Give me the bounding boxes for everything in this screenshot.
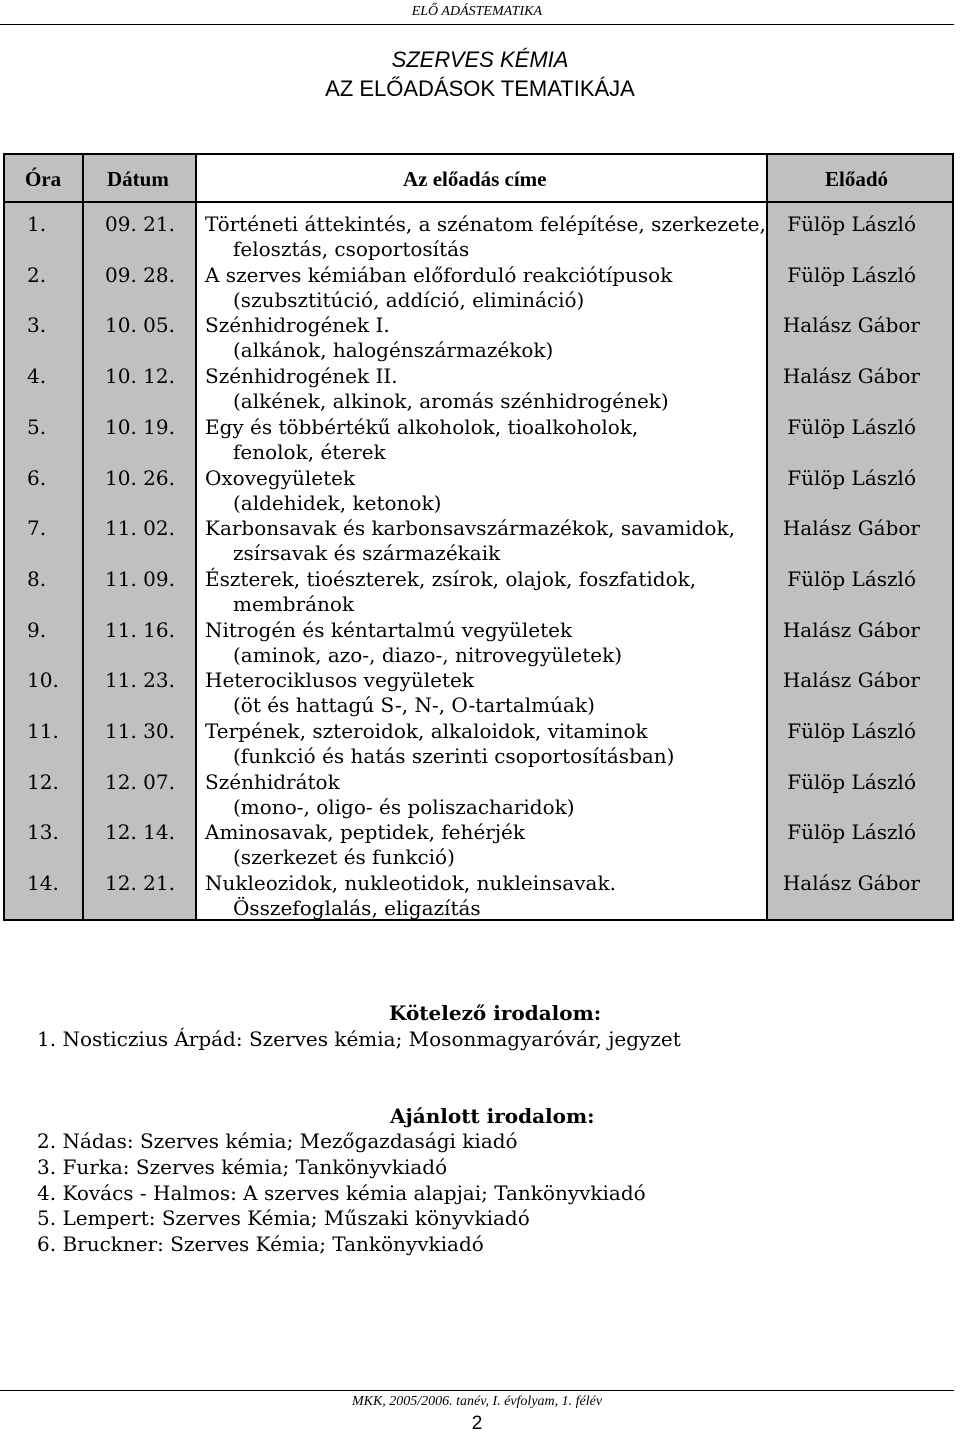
row-ora: 3. [27, 313, 47, 338]
row-eloado: Fülöp László [787, 212, 916, 236]
row-ora: 5. [27, 414, 47, 439]
row-eloado: Fülöp László [787, 719, 916, 743]
row-datum: 10. 12. [105, 364, 175, 389]
row-title-line1: Észterek, tioészterek, zsírok, olajok, foszfatidok, [205, 566, 697, 591]
table-row [5, 567, 952, 618]
footer-text: MKK, 2005/2006. tanév, I. évfolyam, 1. félév [351, 1394, 603, 1409]
ajanlott-heading: Ajánlott irodalom: [390, 1104, 595, 1128]
table-row [5, 770, 952, 821]
row-title-line2: (aminok, azo-, diazo-, nitrovegyületek) [233, 642, 623, 667]
schedule-table [3, 153, 954, 921]
row-title-line1: Oxovegyületek [205, 465, 356, 490]
table-row [5, 313, 952, 364]
row-datum: 11. 02. [105, 516, 175, 541]
row-title-line2: fenolok, éterek [233, 439, 386, 464]
document-title: SZERVES KÉMIA [391, 47, 569, 72]
literature-item: 5. Lempert: Szerves Kémia; Műszaki könyvkiadó [37, 1206, 530, 1230]
row-datum: 11. 30. [105, 719, 175, 743]
row-title-line2: Összefoglalás, eligazítás [233, 896, 481, 921]
row-eloado: Fülöp László [787, 566, 916, 591]
row-ora: 7. [27, 516, 47, 541]
row-datum: 12. 14. [105, 820, 175, 845]
row-title-line1: Nukleozidok, nukleotidok, nukleinsavak. [205, 871, 616, 896]
row-title-line2: (szerkezet és funkció) [233, 845, 455, 870]
table-row [5, 719, 952, 770]
row-title-line2: (öt és hattagú S-, N-, O-tartalmúak) [233, 693, 595, 718]
header-rule [0, 24, 954, 25]
row-title-line2: membránok [233, 591, 355, 616]
row-eloado: Fülöp László [787, 414, 916, 439]
row-ora: 2. [27, 262, 47, 287]
row-ora: 12. [27, 769, 59, 794]
row-ora: 9. [27, 617, 47, 642]
row-title-line1: Aminosavak, peptidek, fehérjék [205, 820, 525, 845]
row-title-line2: zsírsavak és származékaik [233, 541, 501, 566]
column-header-ora: Óra [25, 167, 62, 191]
row-datum: 11. 09. [105, 566, 175, 591]
row-eloado: Fülöp László [787, 769, 916, 794]
table-row [5, 820, 952, 871]
table-row [5, 516, 952, 567]
row-datum: 09. 28. [105, 262, 175, 287]
literature-item: 4. Kovács - Halmos: A szerves kémia alapjai; Tankönyvkiadó [37, 1181, 646, 1205]
row-ora: 8. [27, 566, 47, 591]
row-title-line1: Szénhidrogének I. [205, 313, 390, 338]
row-ora: 13. [27, 820, 59, 845]
table-row [5, 364, 952, 415]
row-ora: 10. [27, 668, 59, 693]
literature-item: 2. Nádas: Szerves kémia; Mezőgazdasági kiadó [37, 1129, 518, 1153]
table-row [5, 415, 952, 466]
row-title-line1: Szénhidrogének II. [205, 364, 398, 389]
row-title-line2: felosztás, csoportosítás [233, 237, 470, 261]
column-header-datum: Dátum [107, 167, 169, 191]
row-eloado: Halász Gábor [782, 668, 920, 693]
page-number: 2 [471, 1413, 483, 1434]
row-datum: 10. 26. [105, 465, 175, 490]
row-eloado: Halász Gábor [782, 364, 920, 389]
row-title-line2: (alkének, alkinok, aromás szénhidrogének) [233, 389, 669, 414]
row-ora: 6. [27, 465, 47, 490]
row-title-line2: (szubsztitúció, addíció, elimináció) [233, 287, 585, 312]
row-title-line1: Karbonsavak és karbonsavszármazékok, savamidok, [205, 516, 735, 541]
row-ora: 1. [27, 212, 47, 236]
row-eloado: Fülöp László [787, 262, 916, 287]
row-eloado: Fülöp László [787, 465, 916, 490]
row-title-line1: A szerves kémiában előforduló reakciótípusok [205, 262, 673, 287]
row-title-line1: Egy és többértékű alkoholok, tioalkoholok, [205, 414, 639, 439]
table-row [5, 466, 952, 517]
row-ora: 4. [27, 364, 47, 389]
row-datum: 10. 05. [105, 313, 175, 338]
kotelezo-heading: Kötelező irodalom: [389, 1001, 602, 1025]
row-title-line1: Terpének, szteroidok, alkaloidok, vitaminok [205, 719, 648, 743]
table-row [5, 212, 952, 263]
footer-rule [0, 1390, 954, 1391]
row-title-line1: Nitrogén és kéntartalmú vegyületek [205, 617, 573, 642]
row-title-line2: (mono-, oligo- és poliszacharidok) [233, 794, 575, 819]
header-divider [5, 201, 952, 203]
literature-item: 3. Furka: Szerves kémia; Tankönyvkiadó [37, 1155, 448, 1179]
row-datum: 10. 19. [105, 414, 175, 439]
document-subtitle: AZ ELŐADÁSOK TEMATIKÁJA [325, 76, 635, 101]
row-eloado: Halász Gábor [782, 313, 920, 338]
column-header-eloado: Előadó [825, 167, 889, 191]
row-title-line2: (alkánok, halogénszármazékok) [233, 338, 554, 363]
row-title-line1: Heterociklusos vegyületek [205, 668, 475, 693]
row-title-line2: (funkció és hatás szerinti csoportosításban) [233, 744, 675, 768]
row-eloado: Fülöp László [787, 820, 916, 845]
row-ora: 14. [27, 871, 59, 896]
running-title: ELŐ ADÁSTEMATIKA [411, 4, 542, 19]
row-datum: 12. 07. [105, 769, 175, 794]
row-title-line2: (aldehidek, ketonok) [233, 490, 442, 515]
table-row [5, 263, 952, 314]
row-datum: 11. 23. [105, 668, 175, 693]
row-eloado: Halász Gábor [782, 617, 920, 642]
row-datum: 12. 21. [105, 871, 175, 896]
table-row [5, 668, 952, 719]
row-eloado: Halász Gábor [782, 871, 920, 896]
row-title-line1: Történeti áttekintés, a szénatom felépítése, szerkezete, [205, 212, 766, 236]
column-header-cim: Az előadás címe [403, 167, 547, 191]
row-title-line1: Szénhidrátok [205, 769, 340, 794]
literature-item: 1. Nosticzius Árpád: Szerves kémia; Mosonmagyaróvár, jegyzet [37, 1027, 681, 1051]
literature-item: 6. Bruckner: Szerves Kémia; Tankönyvkiadó [37, 1232, 484, 1256]
row-ora: 11. [27, 719, 59, 743]
table-row [5, 618, 952, 669]
row-datum: 11. 16. [105, 617, 175, 642]
row-datum: 09. 21. [105, 212, 175, 236]
row-eloado: Halász Gábor [782, 516, 920, 541]
table-row [5, 871, 952, 922]
